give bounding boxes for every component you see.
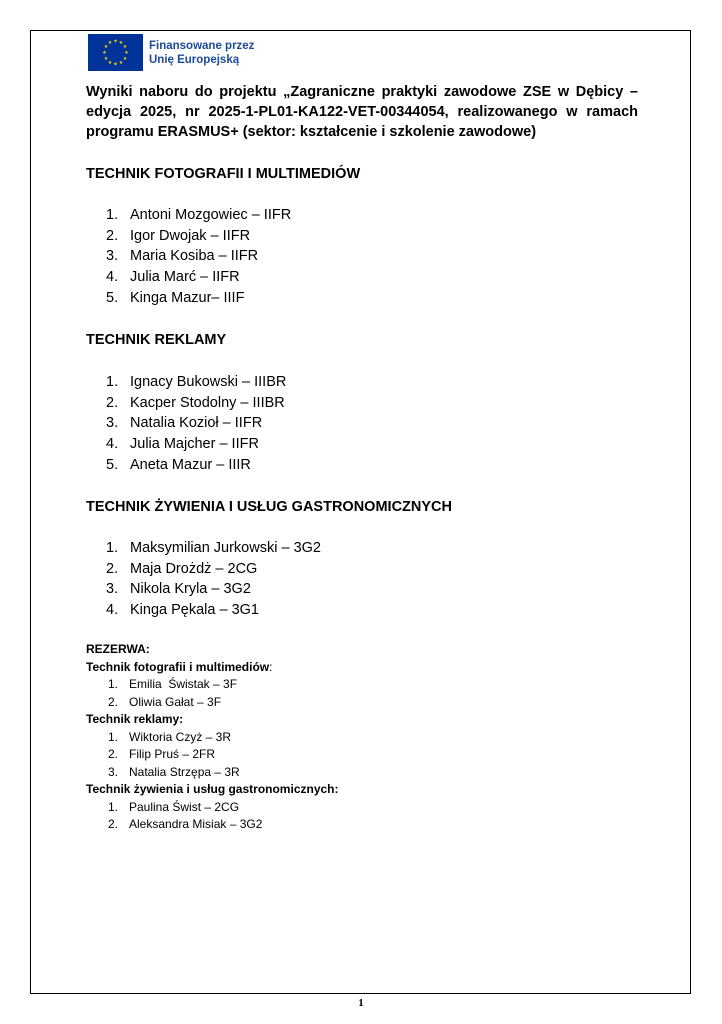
svg-text:★: ★ — [122, 56, 128, 62]
svg-text:★: ★ — [113, 61, 118, 68]
svg-text:★: ★ — [124, 50, 129, 56]
list-advertising — [106, 372, 286, 476]
list-item: 2. Igor Dwojak – IIFR — [106, 227, 251, 244]
reserve-list-advertising — [86, 729, 339, 782]
list-item: 2. Maja Drożdż – 2CG — [106, 560, 258, 577]
eu-flag-icon — [88, 34, 143, 71]
list-item: 1. Emilia Świstak – 3F — [108, 677, 238, 691]
svg-text:★: ★ — [103, 56, 109, 62]
reserve-block — [86, 641, 339, 834]
list-item: 2. Oliwia Gałat – 3F — [108, 694, 222, 709]
section-title-photography: TECHNIK FOTOGRAFII I MULTIMEDIÓW — [86, 166, 361, 182]
list-item: 2. Filip Pruś – 2FR — [108, 747, 216, 761]
list-item: 3. Natalia Kozioł – IIFR — [106, 415, 263, 432]
list-item: 2. Aleksandra Misiak – 3G2 — [108, 817, 263, 831]
reserve-list-gastronomy — [86, 799, 339, 834]
list-gastronomy — [106, 538, 321, 621]
list-item: 1. Maksymilian Jurkowski – 3G2 — [106, 540, 321, 556]
list-item: 4. Julia Marć – IIFR — [106, 269, 240, 286]
list-item: 5. Kinga Mazur– IIIF — [106, 289, 245, 306]
list-photography — [106, 205, 291, 309]
svg-text:★: ★ — [102, 50, 107, 56]
svg-text:★: ★ — [107, 40, 113, 46]
list-item: 5. Aneta Mazur – IIIR — [106, 456, 251, 473]
document-heading: Wyniki naboru do projektu „Zagraniczne praktyki zawodowe ZSE w Dębicy – edycja 2025, nr 2025-1-PL01-KA122-VET-00344054, realizowanego w ramach programu ERASMUS+ (sektor: kształcenie i szkolenie zawodowe) — [86, 84, 638, 140]
section-title-gastronomy: TECHNIK ŻYWIENIA I USŁUG GASTRONOMICZNYCH — [86, 499, 452, 515]
svg-text:★: ★ — [107, 60, 113, 66]
list-item: 1. Wiktoria Czyż – 3R — [108, 729, 232, 744]
list-item: 1. Ignacy Bukowski – IIIBR — [106, 374, 287, 390]
list-item: 2. Kacper Stodolny – IIIBR — [106, 394, 285, 411]
section-title-advertising: TECHNIK REKLAMY — [86, 332, 227, 348]
reserve-group-title: Technik żywienia i usług gastronomicznych: — [86, 782, 339, 796]
reserve-group-title: Technik reklamy: — [86, 712, 184, 726]
eu-funding-line-1: Finansowane przez — [149, 40, 255, 52]
svg-text:★: ★ — [118, 60, 124, 66]
reserve-title: REZERWA: — [86, 642, 150, 656]
svg-text:★: ★ — [122, 44, 128, 50]
reserve-list-photography — [86, 676, 339, 711]
eu-funding-label — [149, 39, 254, 67]
list-item: 3. Natalia Strzępa – 3R — [108, 764, 240, 779]
list-item: 1. Paulina Świst – 2CG — [108, 799, 240, 814]
svg-text:★: ★ — [103, 44, 109, 50]
page-number: 1 — [358, 997, 364, 1009]
svg-text:★: ★ — [113, 38, 118, 45]
list-item: 1. Antoni Mozgowiec – IIFR — [106, 207, 292, 223]
list-item: 3. Nikola Kryla – 3G2 — [106, 581, 251, 598]
list-item: 4. Julia Majcher – IIFR — [106, 436, 259, 453]
reserve-group-title: Technik fotografii i multimediów: — [86, 659, 273, 674]
list-item: 4. Kinga Pękala – 3G1 — [106, 602, 259, 619]
list-item: 3. Maria Kosiba – IIFR — [106, 248, 259, 265]
svg-text:★: ★ — [118, 40, 124, 46]
eu-funding-line-2: Unię Europejską — [149, 54, 240, 66]
eu-logo — [88, 34, 288, 72]
